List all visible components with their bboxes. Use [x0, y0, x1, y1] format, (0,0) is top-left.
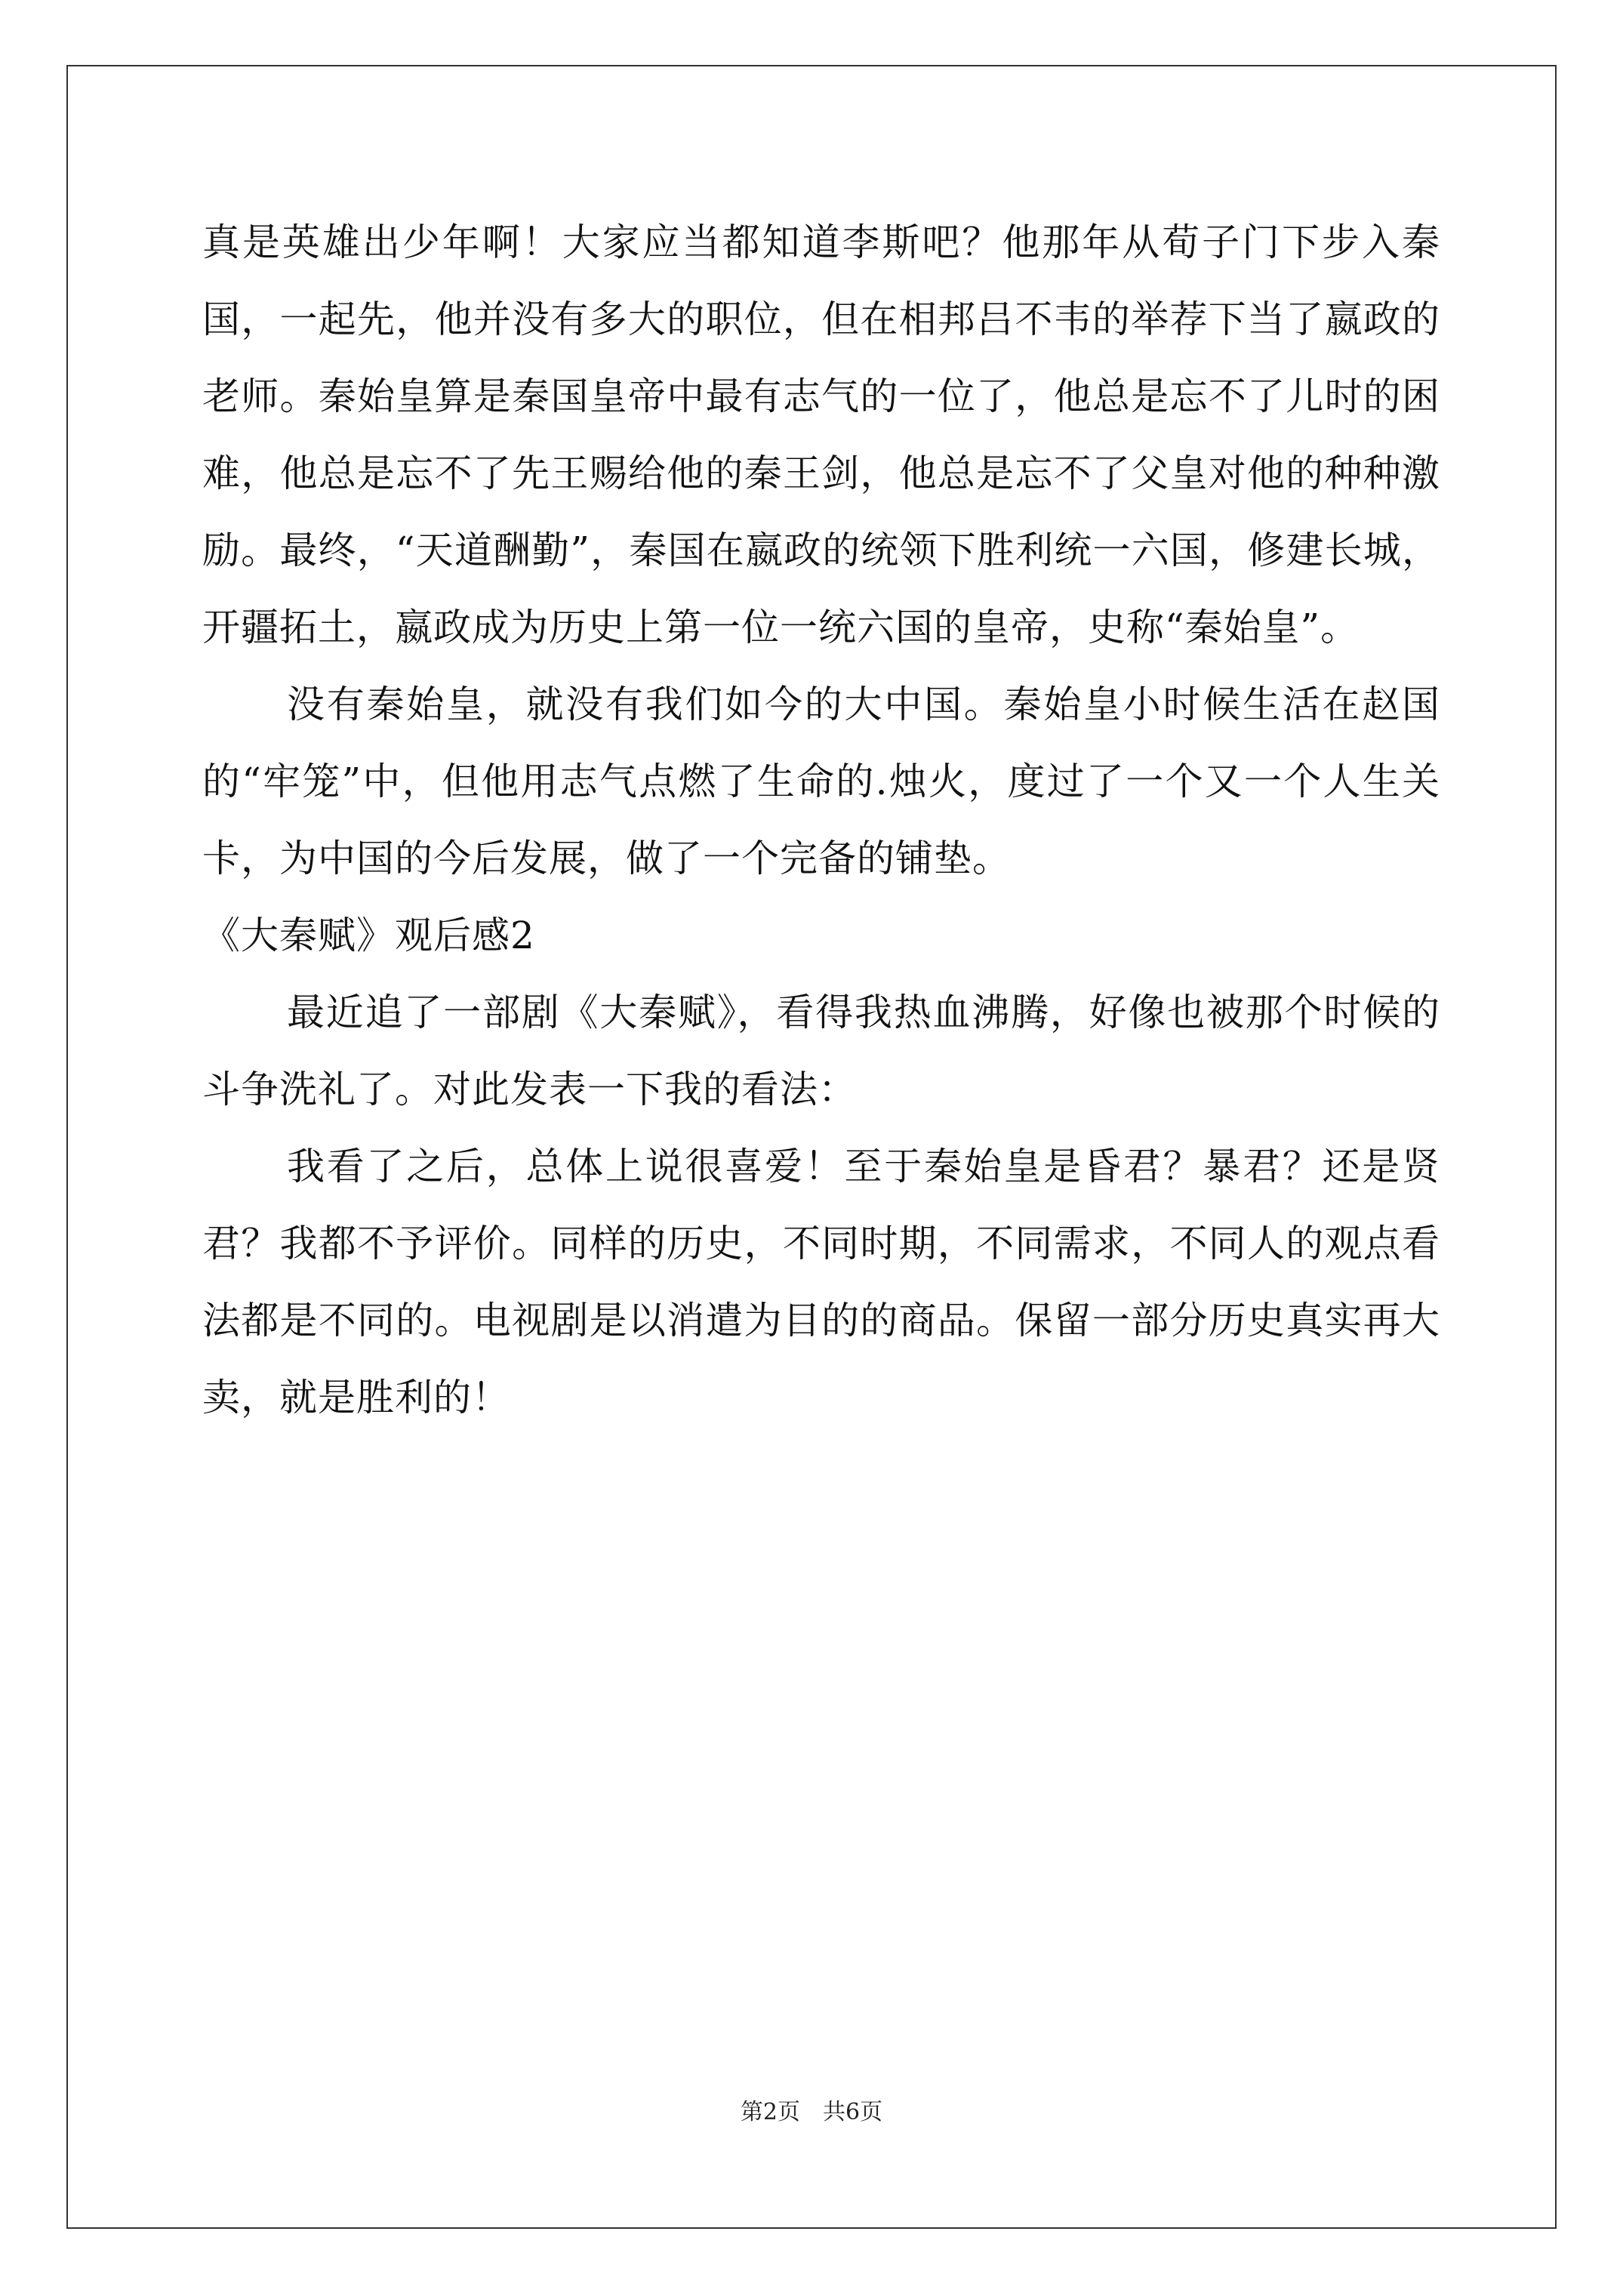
page-number: 第2页 共6页 — [740, 2099, 883, 2125]
document-body — [202, 204, 1440, 1436]
section-heading: 《大秦赋》观后感2 — [202, 914, 535, 957]
paragraph-4: 我看了之后，总体上说很喜爱！至于秦始皇是昏君？暴君？还是贤君？我都不予评价。同样的历史，不同时期，不同需求，不同人的观点看法都是不同的。电视剧是以消遣为目的的商品。保留一部分历史真实再大卖，就是胜利的！ — [202, 1145, 1440, 1419]
paragraph-2: 没有秦始皇，就没有我们如今的大中国。秦始皇小时候生活在赵国的“牢笼”中，但他用志气点燃了生命的.烛火，度过了一个又一个人生关卡，为中国的今后发展，做了一个完备的铺垫。 — [202, 683, 1440, 880]
paragraph-3: 最近追了一部剧《大秦赋》，看得我热血沸腾，好像也被那个时候的斗争洗礼了。对此发表一下我的看法： — [202, 991, 1440, 1111]
paragraph-1: 真是英雄出少年啊！大家应当都知道李斯吧？他那年从荀子门下步入秦国，一起先，他并没有多大的职位，但在相邦吕不韦的举荐下当了嬴政的老师。秦始皇算是秦国皇帝中最有志气的一位了，他总是忘不了儿时的困难，他总是忘不了先王赐给他的秦王剑，他总是忘不了父皇对他的种种激励。最终，“天道酬勤”，秦国在嬴政的统领下胜利统一六国，修建长城，开疆拓土，嬴政成为历史上第一位一统六国的皇帝，史称“秦始皇”。 — [202, 220, 1440, 649]
